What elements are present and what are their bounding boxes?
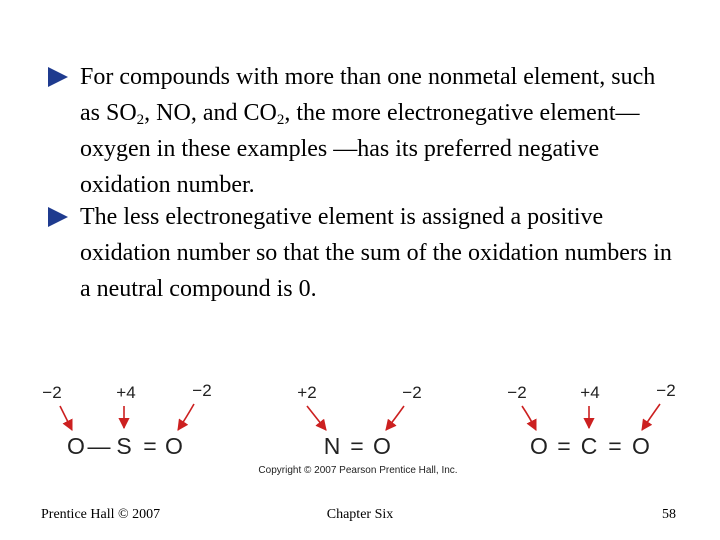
no-left-arrow [307,406,326,430]
no-right-arrow [386,406,404,430]
co2-diagram [507,381,675,459]
co2-left-arrow [522,406,536,430]
footer-page-number: 58 [662,507,676,522]
co2-right-arrow [642,404,660,430]
no-bond-double: = [350,433,364,459]
bullet-marker-icon [48,59,70,95]
footer-publisher: Prentice Hall © 2007 [41,507,161,522]
so2-atom-o2: O [165,433,183,459]
so2-left-arrow [60,406,72,430]
so2-subscript: 2 [136,112,145,128]
so2-left-ox: −2 [42,383,62,402]
co2-bond-double-2: = [608,433,622,459]
no-atom-o: O [373,433,391,459]
so2-bond-double: = [143,433,157,459]
so2-diagram [42,381,211,459]
co2-left-ox: −2 [507,383,527,402]
copyright-notice: Copyright © 2007 Pearson Prentice Hall, Inc. [258,465,458,476]
so2-atom-o1: O [67,433,85,459]
no-right-ox: −2 [402,383,422,402]
co2-atom-o1: O [530,433,548,459]
bullet-2-text: The less electronegative element is assigned a positive oxidation number so that the sum of the oxidation numbers in a neutral compound is 0. [80,204,672,302]
co2-bond-double-1: = [557,433,571,459]
co2-atom-c: C [580,433,598,459]
no-left-ox: +2 [297,383,317,402]
so2-atom-s: S [116,433,132,459]
co2-atom-o2: O [632,433,650,459]
no-diagram [297,383,421,459]
no-atom-n: N [323,433,341,459]
co2-subscript: 2 [276,112,285,128]
co2-right-ox: −2 [656,381,676,400]
so2-bond-single: — [87,433,111,459]
oxidation-diagrams [0,370,720,480]
footer-chapter: Chapter Six [326,507,394,522]
so2-right-arrow [178,404,194,430]
co2-center-ox: +4 [580,383,600,402]
bullet-1-text: For compounds with more than one nonmetal element, such as $SO_2$, NO, and $CO_2$, the more electronegative element—oxygen in these examples —has its preferred negative oxidation number. [80,64,656,198]
bullet-marker-icon [48,199,70,235]
so2-right-ox: −2 [192,381,212,400]
so2-center-ox: +4 [116,383,136,402]
bullet-1 [48,59,678,203]
bullet-2 [48,199,678,307]
